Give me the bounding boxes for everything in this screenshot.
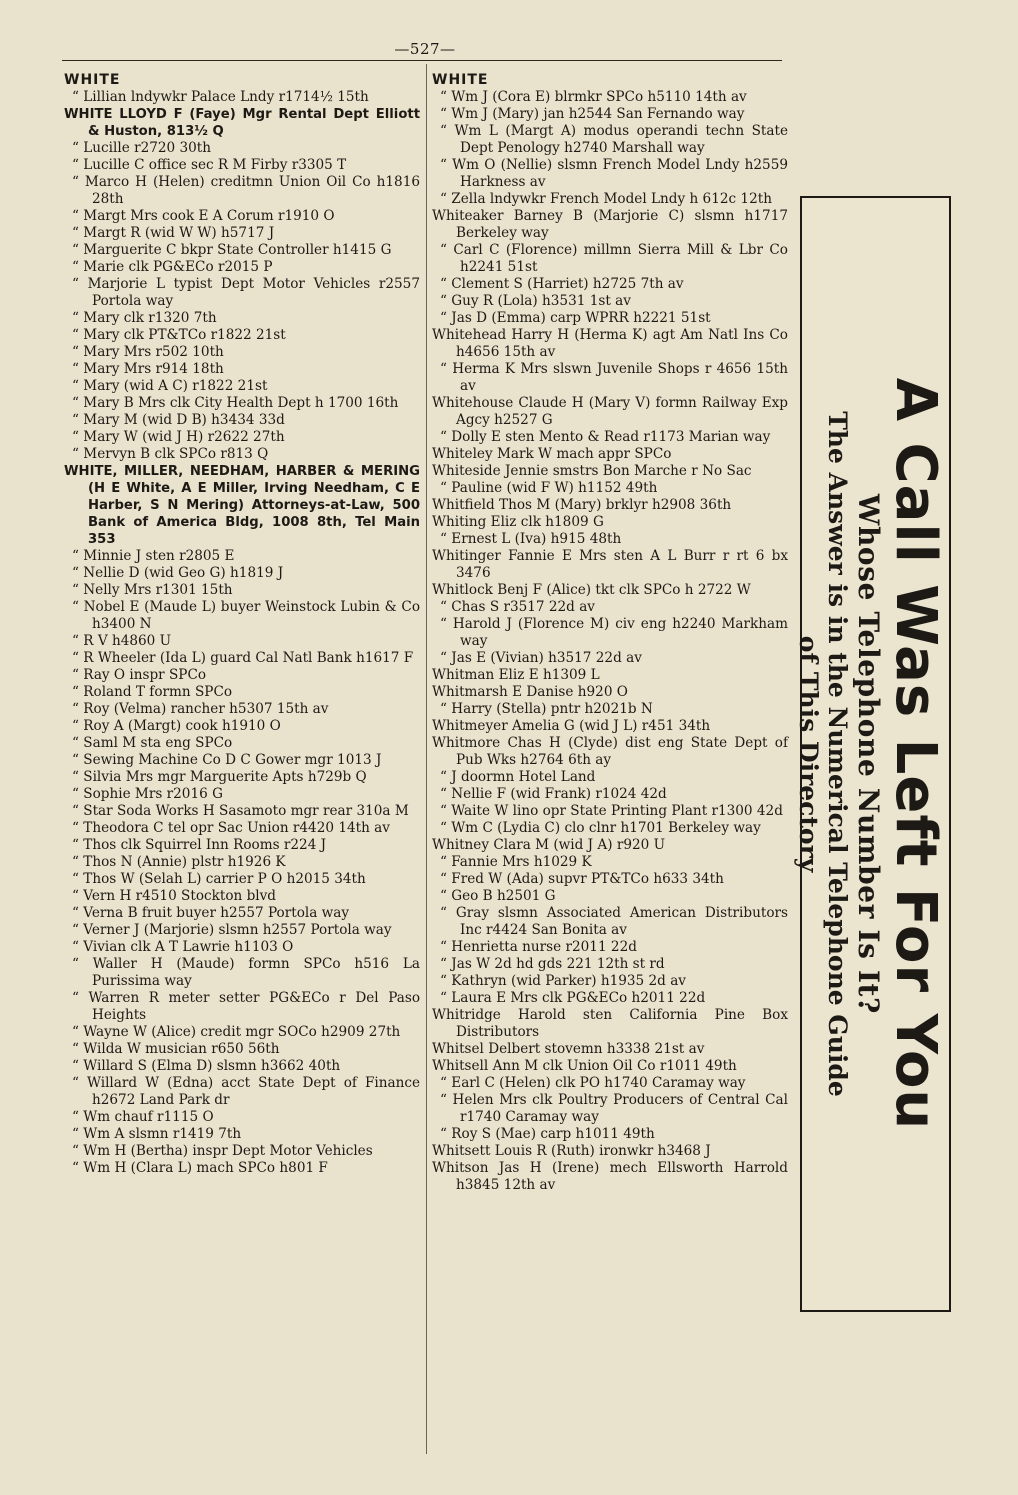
directory-entry: “ Dolly E sten Mento & Read r1173 Marian way xyxy=(440,429,771,445)
directory-entry: Whitinger Fannie E Mrs sten A L Burr r rt 6 bx 3476 xyxy=(432,548,788,581)
directory-entry: “ Mervyn B clk SPCo r813 Q xyxy=(72,446,269,462)
directory-entry: “ Harry (Stella) pntr h2021b N xyxy=(440,701,653,717)
column-heading: WHITE xyxy=(432,72,489,88)
directory-entry: “ Vivian clk A T Lawrie h1103 O xyxy=(72,939,294,955)
directory-entry: “ Margt Mrs cook E A Corum r1910 O xyxy=(72,208,335,224)
directory-entry: “ Willard S (Elma D) slsmn h3662 40th xyxy=(72,1058,341,1074)
directory-entry: “ Mary W (wid J H) r2622 27th xyxy=(72,429,285,445)
directory-entry: Whitman Eliz E h1309 L xyxy=(432,667,600,683)
page-number: —527— xyxy=(394,40,456,58)
directory-entry: “ Lillian lndywkr Palace Lndy r1714½ 15th xyxy=(72,89,369,105)
directory-entry: “ Roland T formn SPCo xyxy=(72,684,233,700)
directory-entry: “ Zella lndywkr French Model Lndy h 612c 12th xyxy=(440,191,772,207)
directory-entry: “ Silvia Mrs mgr Marguerite Apts h729b Q xyxy=(72,769,367,785)
directory-entry: “ Clement S (Harriet) h2725 7th av xyxy=(440,276,684,292)
directory-entry: “ Herma K Mrs slswn Juvenile Shops r 4656 15th av xyxy=(440,361,788,394)
directory-entry: “ Waite W lino opr State Printing Plant r1300 42d xyxy=(440,803,783,819)
directory-entry: “ Wm chauf r1115 O xyxy=(72,1109,214,1125)
directory-entry: “ J doormn Hotel Land xyxy=(440,769,596,785)
column-divider xyxy=(426,64,427,1454)
left-entries-list xyxy=(64,89,420,1177)
directory-entry: Whitmore Chas H (Clyde) dist eng State Dept of Pub Wks h2764 6th ay xyxy=(432,735,788,768)
directory-entry: “ Fannie Mrs h1029 K xyxy=(440,854,592,870)
directory-entry: “ Earl C (Helen) clk PO h1740 Caramay way xyxy=(440,1075,746,1091)
directory-entry: Whiteside Jennie smstrs Bon Marche r No Sac xyxy=(432,463,752,479)
directory-entry: “ Nellie F (wid Frank) r1024 42d xyxy=(440,786,667,802)
directory-entry: Whiting Eliz clk h1809 G xyxy=(432,514,604,530)
directory-entry: “ Nelly Mrs r1301 15th xyxy=(72,582,233,598)
directory-entry: “ Ray O inspr SPCo xyxy=(72,667,207,683)
directory-entry: “ Mary M (wid D B) h3434 33d xyxy=(72,412,285,428)
ad-headline: A Call Was Left For You xyxy=(882,377,948,1131)
right-entries-list xyxy=(432,89,788,1194)
directory-entry: “ Wm J (Cora E) blrmkr SPCo h5110 14th av xyxy=(440,89,747,105)
directory-entry: “ Lucille C office sec R M Firby r3305 T xyxy=(72,157,347,173)
directory-entry: “ Harold J (Florence M) civ eng h2240 Markham way xyxy=(440,616,788,649)
directory-entry: “ Margt R (wid W W) h5717 J xyxy=(72,225,275,241)
directory-entry: “ Mary Mrs r914 18th xyxy=(72,361,224,377)
directory-entry: “ Nellie D (wid Geo G) h1819 J xyxy=(72,565,284,581)
directory-entry: “ Mary clk PT&TCo r1822 21st xyxy=(72,327,286,343)
directory-entry: “ Thos clk Squirrel Inn Rooms r224 J xyxy=(72,837,327,853)
directory-entry: “ Ernest L (Iva) h915 48th xyxy=(440,531,622,547)
directory-entry: “ Wm C (Lydia C) clo clnr h1701 Berkeley way xyxy=(440,820,761,836)
directory-entry: “ Wayne W (Alice) credit mgr SOCo h2909 27th xyxy=(72,1024,401,1040)
directory-entry: “ Minnie J sten r2805 E xyxy=(72,548,235,564)
directory-entry: “ Nobel E (Maude L) buyer Weinstock Lubin & Co h3400 N xyxy=(72,599,420,632)
directory-entry: “ Sophie Mrs r2016 G xyxy=(72,786,223,802)
directory-entry: Whitsel Delbert stovemn h3338 21st av xyxy=(432,1041,705,1057)
directory-entry: “ Theodora C tel opr Sac Union r4420 14th av xyxy=(72,820,390,836)
directory-entry: “ Sewing Machine Co D C Gower mgr 1013 J xyxy=(72,752,382,768)
directory-entry: Whitlock Benj F (Alice) tkt clk SPCo h 2722 W xyxy=(432,582,751,598)
directory-entry: Whitehead Harry H (Herma K) agt Am Natl Ins Co h4656 15th av xyxy=(432,327,788,360)
directory-entry: “ Saml M sta eng SPCo xyxy=(72,735,233,751)
directory-entry: Whitsett Louis R (Ruth) ironwkr h3468 J xyxy=(432,1143,711,1159)
directory-entry: “ Roy A (Margt) cook h1910 O xyxy=(72,718,281,734)
directory-entry: “ Wm J (Mary) jan h2544 San Fernando way xyxy=(440,106,745,122)
directory-entry: “ Fred W (Ada) supvr PT&TCo h633 34th xyxy=(440,871,724,887)
directory-entry: “ Verna B fruit buyer h2557 Portola way xyxy=(72,905,350,921)
ad-subheadline: Whose Telephone Number Is It? xyxy=(851,493,885,1015)
directory-entry: “ Warren R meter setter PG&ECo r Del Paso Heights xyxy=(72,990,420,1023)
column-heading: WHITE xyxy=(64,72,121,88)
directory-entry: Whitmarsh E Danise h920 O xyxy=(432,684,628,700)
directory-entry: “ Mary B Mrs clk City Health Dept h 1700 16th xyxy=(72,395,399,411)
directory-entry: “ Waller H (Maude) formn SPCo h516 La Purissima way xyxy=(72,956,420,989)
firm-listing: WHITE, MILLER, NEEDHAM, HARBER & MERING (H E White, A E Miller, Irving Needham, C E Harber, S N Mering) Attorneys-at-Law, 500 Bank of America Bldg, 1008 8th, Tel Main 353 xyxy=(64,464,420,547)
directory-entry: “ Marguerite C bkpr State Controller h1415 G xyxy=(72,242,392,258)
ad-text-block xyxy=(793,209,948,1299)
directory-entry: Whitridge Harold sten California Pine Box Distributors xyxy=(432,1007,788,1040)
directory-entry: Whitfield Thos M (Mary) brklyr h2908 36th xyxy=(432,497,732,513)
directory-entry: “ Marjorie L typist Dept Motor Vehicles r2557 Portola way xyxy=(72,276,420,309)
ad-answer-line: The Answer is in the Numerical Telephone Guide xyxy=(822,411,852,1097)
directory-entry: Whitsell Ann M clk Union Oil Co r1011 49th xyxy=(432,1058,737,1074)
directory-entry: “ Marie clk PG&ECo r2015 P xyxy=(72,259,273,275)
directory-entry: “ Helen Mrs clk Poultry Producers of Central Cal r1740 Caramay way xyxy=(440,1092,788,1125)
directory-entry: Whitmeyer Amelia G (wid J L) r451 34th xyxy=(432,718,711,734)
directory-entry: Whiteaker Barney B (Marjorie C) slsmn h1717 Berkeley way xyxy=(432,208,788,241)
directory-entry: “ Willard W (Edna) acct State Dept of Finance h2672 Land Park dr xyxy=(72,1075,420,1108)
firm-listing: WHITE LLOYD F (Faye) Mgr Rental Dept Elliott & Huston, 813½ Q xyxy=(64,107,420,139)
directory-entry: “ Jas W 2d hd gds 221 12th st rd xyxy=(440,956,665,972)
directory-entry: Whitson Jas H (Irene) mech Ellsworth Harrold h3845 12th av xyxy=(432,1160,788,1193)
directory-entry: “ Vern H r4510 Stockton blvd xyxy=(72,888,277,904)
directory-entry: Whitehouse Claude H (Mary V) formn Railway Exp Agcy h2527 G xyxy=(432,395,788,428)
directory-entry: “ Mary clk r1320 7th xyxy=(72,310,217,326)
directory-entry: “ Wm A slsmn r1419 7th xyxy=(72,1126,242,1142)
directory-entry: “ Wm L (Margt A) modus operandi techn State Dept Penology h2740 Marshall way xyxy=(440,123,788,156)
directory-entry: “ Henrietta nurse r2011 22d xyxy=(440,939,637,955)
directory-entry: “ Jas D (Emma) carp WPRR h2221 51st xyxy=(440,310,711,326)
directory-entry: “ Verner J (Marjorie) slsmn h2557 Portola way xyxy=(72,922,392,938)
right-column xyxy=(432,72,788,1194)
ad-directory-line: of This Directory xyxy=(793,635,823,873)
left-column xyxy=(64,72,420,1177)
directory-entry: “ Lucille r2720 30th xyxy=(72,140,212,156)
directory-entry: “ Mary Mrs r502 10th xyxy=(72,344,224,360)
directory-entry: “ Wm O (Nellie) slsmn French Model Lndy h2559 Harkness av xyxy=(440,157,788,190)
directory-entry: “ R Wheeler (Ida L) guard Cal Natl Bank h1617 F xyxy=(72,650,414,666)
directory-entry: “ Wilda W musician r650 56th xyxy=(72,1041,280,1057)
directory-entry: “ Roy S (Mae) carp h1011 49th xyxy=(440,1126,655,1142)
directory-entry: “ Laura E Mrs clk PG&ECo h2011 22d xyxy=(440,990,706,1006)
directory-entry: “ Mary (wid A C) r1822 21st xyxy=(72,378,268,394)
directory-entry: “ Wm H (Bertha) inspr Dept Motor Vehicles xyxy=(72,1143,373,1159)
directory-entry: Whiteley Mark W mach appr SPCo xyxy=(432,446,672,462)
directory-entry: “ Star Soda Works H Sasamoto mgr rear 310a M xyxy=(72,803,409,819)
directory-entry: “ Carl C (Florence) millmn Sierra Mill & Lbr Co h2241 51st xyxy=(440,242,788,275)
directory-entry: “ Marco H (Helen) creditmn Union Oil Co h1816 28th xyxy=(72,174,420,207)
directory-entry: “ Kathryn (wid Parker) h1935 2d av xyxy=(440,973,686,989)
telephone-guide-ad xyxy=(793,196,951,1312)
directory-entry: “ Roy (Velma) rancher h5307 15th av xyxy=(72,701,329,717)
directory-entry: “ R V h4860 U xyxy=(72,633,172,649)
directory-entry: “ Thos N (Annie) plstr h1926 K xyxy=(72,854,286,870)
directory-entry: “ Thos W (Selah L) carrier P O h2015 34th xyxy=(72,871,366,887)
directory-entry: “ Wm H (Clara L) mach SPCo h801 F xyxy=(72,1160,328,1176)
directory-entry: “ Gray slsmn Associated American Distributors Inc r4424 San Bonita av xyxy=(440,905,788,938)
directory-entry: Whitney Clara M (wid J A) r920 U xyxy=(432,837,666,853)
directory-entry: “ Chas S r3517 22d av xyxy=(440,599,595,615)
directory-entry: “ Guy R (Lola) h3531 1st av xyxy=(440,293,631,309)
header-rule xyxy=(62,60,782,61)
directory-entry: “ Geo B h2501 G xyxy=(440,888,556,904)
directory-entry: “ Jas E (Vivian) h3517 22d av xyxy=(440,650,642,666)
directory-entry: “ Pauline (wid F W) h1152 49th xyxy=(440,480,658,496)
